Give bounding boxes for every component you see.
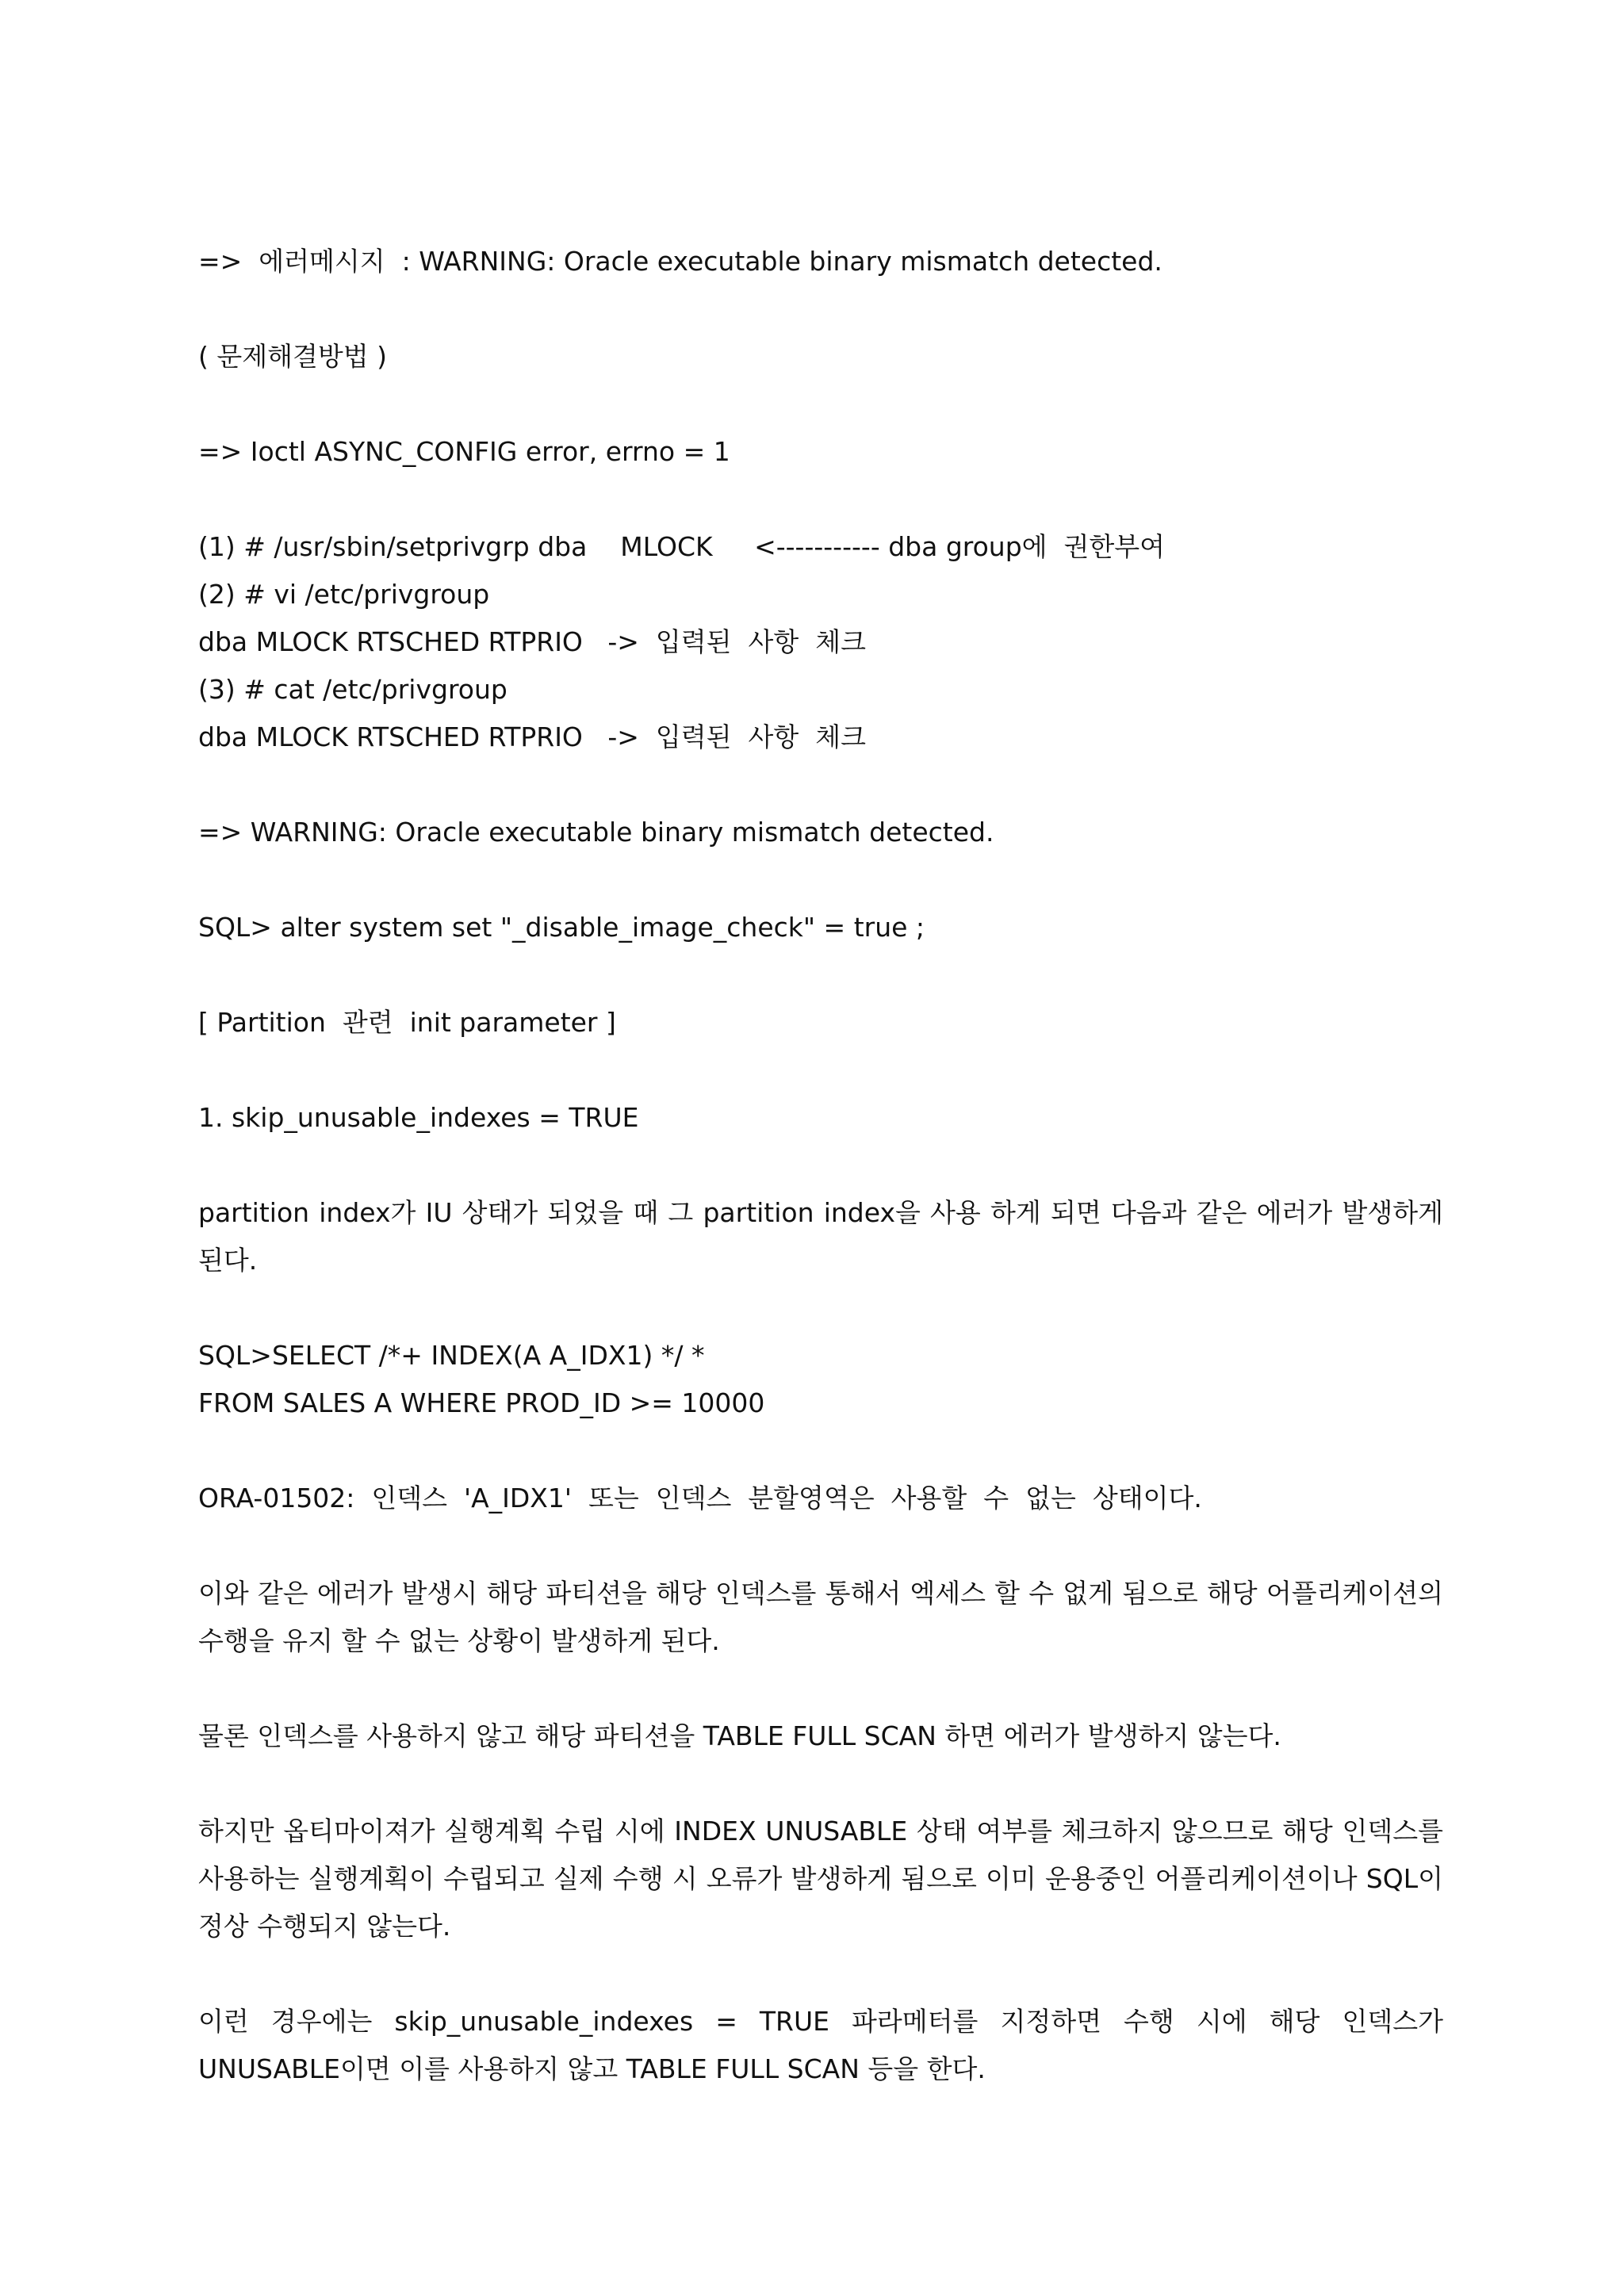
- partition-heading: [ Partition 관련 init parameter ]: [198, 1007, 616, 1038]
- full-scan-paragraph: 물론 인덱스를 사용하지 않고 해당 파티션을 TABLE FULL SCAN 하면 에러가 발생하지 않는다.: [198, 1720, 1281, 1751]
- param-1-line: 1. skip_unusable_indexes = TRUE: [198, 1102, 639, 1133]
- ora-error-line: ORA-01502: 인덱스 'A_IDX1' 또는 인덱스 분할영역은 사용할 수 없는 상태이다.: [198, 1483, 1202, 1513]
- step-1-line: (1) # /usr/sbin/setprivgrp dba MLOCK <----------- dba group에 권한부여: [198, 531, 1166, 562]
- step-2-line: (2) # vi /etc/privgroup: [198, 579, 490, 610]
- sql-select-line-2: FROM SALES A WHERE PROD_ID >= 10000: [198, 1387, 765, 1418]
- error-message-line: => 에러메시지 : WARNING: Oracle executable binary mismatch detected.: [198, 246, 1162, 277]
- step-3-line: (3) # cat /etc/privgroup: [198, 674, 508, 705]
- ioctl-error-line: => Ioctl ASYNC_CONFIG error, errno = 1: [198, 436, 730, 467]
- solution-heading: ( 문제해결방법 ): [198, 341, 387, 372]
- warning-line: => WARNING: Oracle executable binary mismatch detected.: [198, 817, 994, 848]
- sql-alter-line: SQL> alter system set "_disable_image_check" = true ;: [198, 912, 925, 943]
- step-3-result-line: dba MLOCK RTSCHED RTPRIO -> 입력된 사항 체크: [198, 721, 867, 752]
- sql-select-line-1: SQL>SELECT /*+ INDEX(A A_IDX1) */ *: [198, 1340, 705, 1371]
- skip-paragraph: 이런 경우에는 skip_unusable_indexes = TRUE 파라메터를 지정하면 수행 시에 해당 인덱스가 UNUSABLE이면 이를 사용하지 않고 TABLE FULL SCAN 등을 한다.: [198, 2006, 1443, 2084]
- step-2-result-line: dba MLOCK RTSCHED RTPRIO -> 입력된 사항 체크: [198, 626, 867, 657]
- optimizer-paragraph: 하지만 옵티마이져가 실행계획 수립 시에 INDEX UNUSABLE 상태 여부를 체크하지 않으므로 해당 인덱스를 사용하는 실행계획이 수립되고 실제 수행 시 오류가 발생하게 됨으로 이미 운용중인 어플리케이션이나 SQL이 정상 수행되지 않는다.: [198, 1816, 1443, 1942]
- error-paragraph: 이와 같은 에러가 발생시 해당 파티션을 해당 인덱스를 통해서 엑세스 할 수 없게 됨으로 해당 어플리케이션의 수행을 유지 할 수 없는 상황이 발생하게 된다.: [198, 1578, 1443, 1656]
- iu-state-paragraph: partition index가 IU 상태가 되었을 때 그 partition index을 사용 하게 되면 다음과 같은 에러가 발생하게 된다.: [198, 1197, 1443, 1276]
- document-body: [198, 238, 1443, 2093]
